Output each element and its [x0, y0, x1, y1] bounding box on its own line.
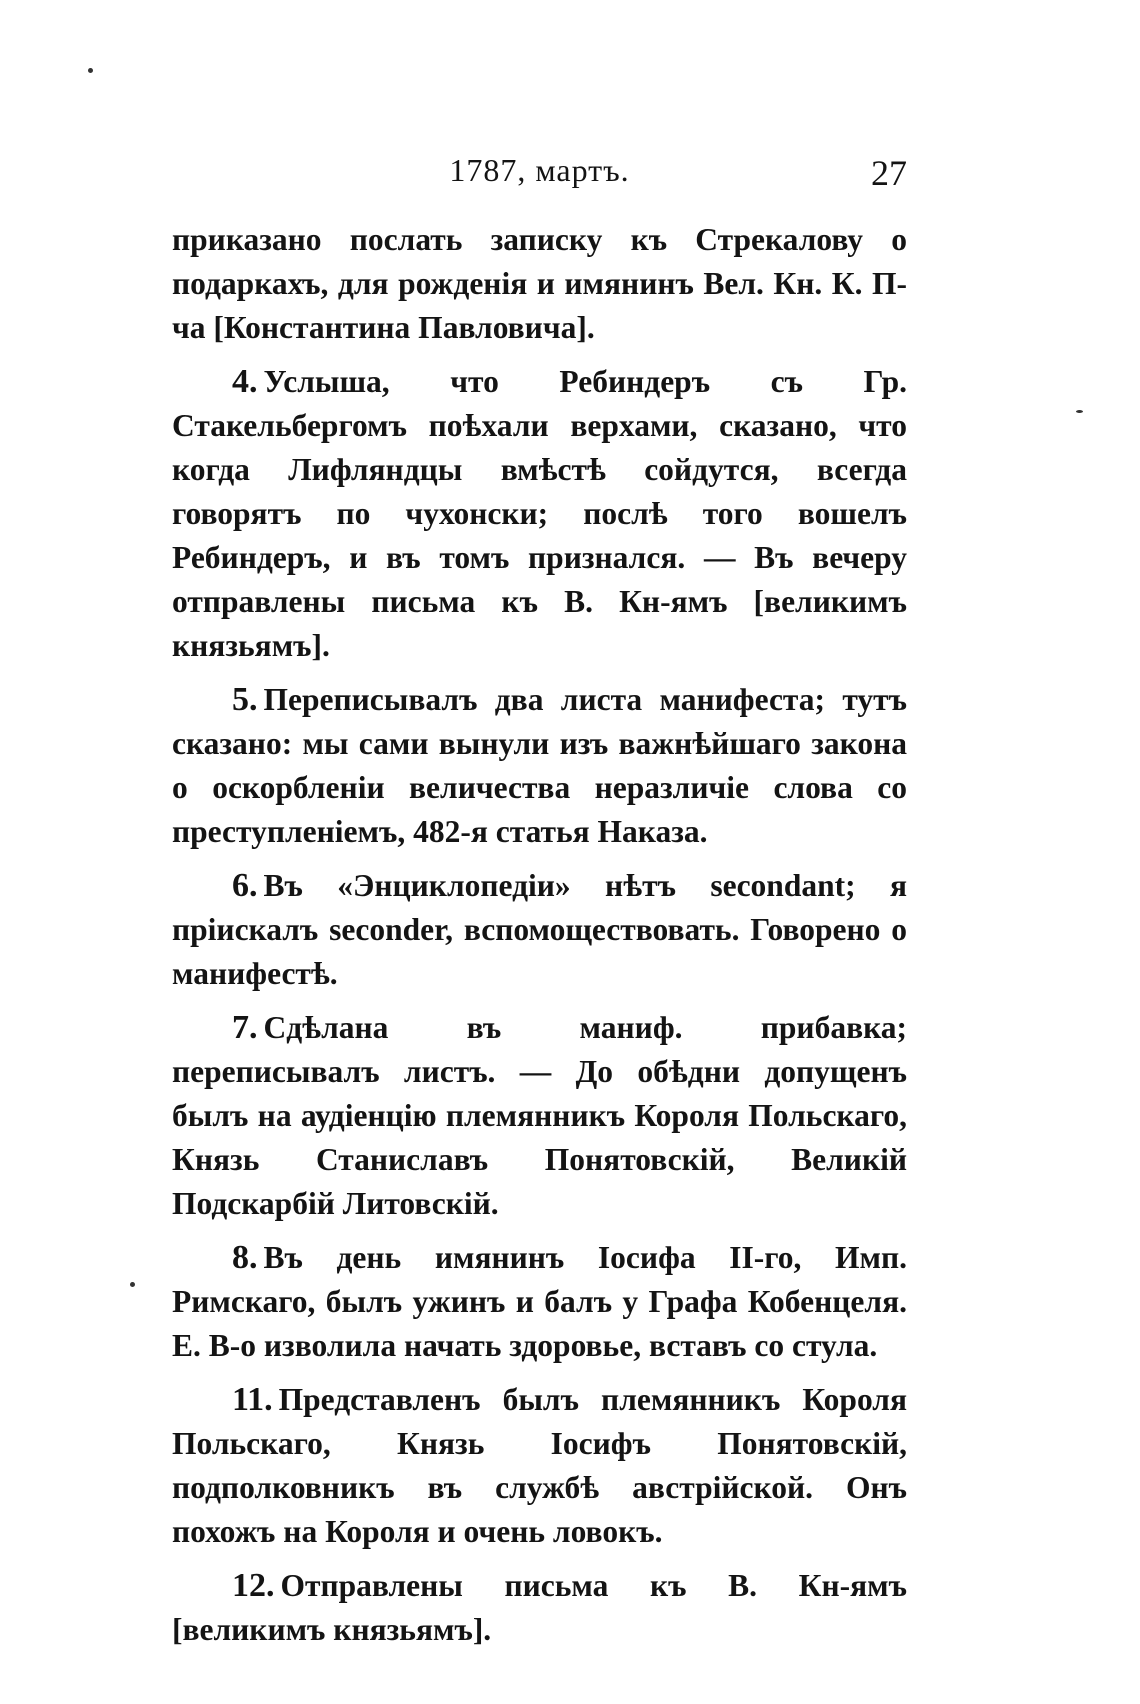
entry-text: Сдѣлана въ маниф. прибавка; переписывалъ листъ. — До обѣдни допущенъ былъ на аудіенцію племянникъ Короля Польскаго, Князь Станиславъ Понятовскій, Великій Подскарбій Литовскій. — [172, 1010, 907, 1221]
header-title: 1787, мартъ. — [449, 152, 630, 188]
paragraph-continuation — [172, 218, 907, 350]
entry-paragraph — [172, 864, 907, 996]
entry-paragraph — [172, 1564, 907, 1652]
page-number: 27 — [871, 153, 907, 193]
entry-number: 6. — [232, 867, 258, 904]
entry-text: Представленъ былъ племянникъ Короля Польскаго, Князь Іосифъ Понятовскій, подполковникъ въ службѣ австрійской. Онъ похожъ на Короля и очень ловокъ. — [172, 1382, 907, 1549]
running-header — [172, 140, 907, 200]
entry-paragraph — [172, 1378, 907, 1554]
entry-paragraph — [172, 360, 907, 668]
print-speck — [1076, 410, 1083, 413]
entry-number: 12. — [232, 1567, 275, 1604]
entry-number: 7. — [232, 1009, 258, 1046]
entry-number: 8. — [232, 1239, 258, 1276]
entry-text: Услыша, что Ребиндеръ съ Гр. Стакельбергомъ поѣхали верхами, сказано, что когда Лифляндцы вмѣстѣ сойдутся, всегда говорятъ по чухонски; послѣ того вошелъ Ребиндеръ, и въ томъ признался. — Въ вечеру отправлены письма къ В. Кн-ямъ [великимъ князьямъ]. — [172, 364, 907, 663]
entry-number: 11. — [232, 1381, 273, 1418]
entry-text: Отправлены письма къ В. Кн-ямъ [великимъ князьямъ]. — [172, 1568, 907, 1647]
entry-number: 4. — [232, 363, 258, 400]
entry-paragraph — [172, 1006, 907, 1226]
entry-text: Переписывалъ два листа манифеста; тутъ сказано: мы сами вынули изъ важнѣйшаго закона о оскорбленіи величества неразличіе слова со преступленіемъ, 482-я статья Наказа. — [172, 682, 907, 849]
body-text — [172, 218, 907, 1662]
entry-text: Въ день имянинъ Іосифа II-го, Имп. Римскаго, былъ ужинъ и балъ у Графа Кобенцеля. Е. В-о изволила начать здоровье, вставъ со стула. — [172, 1240, 907, 1363]
entry-paragraph — [172, 1236, 907, 1368]
entry-number: 5. — [232, 681, 258, 718]
entry-text: Въ «Энциклопедіи» нѣтъ secondant; я пріискалъ seconder, вспомоществовать. Говорено о манифестѣ. — [172, 868, 907, 991]
entry-paragraph — [172, 678, 907, 854]
print-speck — [130, 1282, 135, 1287]
paragraph-text: приказано послать записку къ Стрекалову о подаркахъ, для рожденія и имянинъ Вел. Кн. К. П-ча [Константина Павловича]. — [172, 222, 907, 345]
print-speck — [88, 68, 93, 73]
